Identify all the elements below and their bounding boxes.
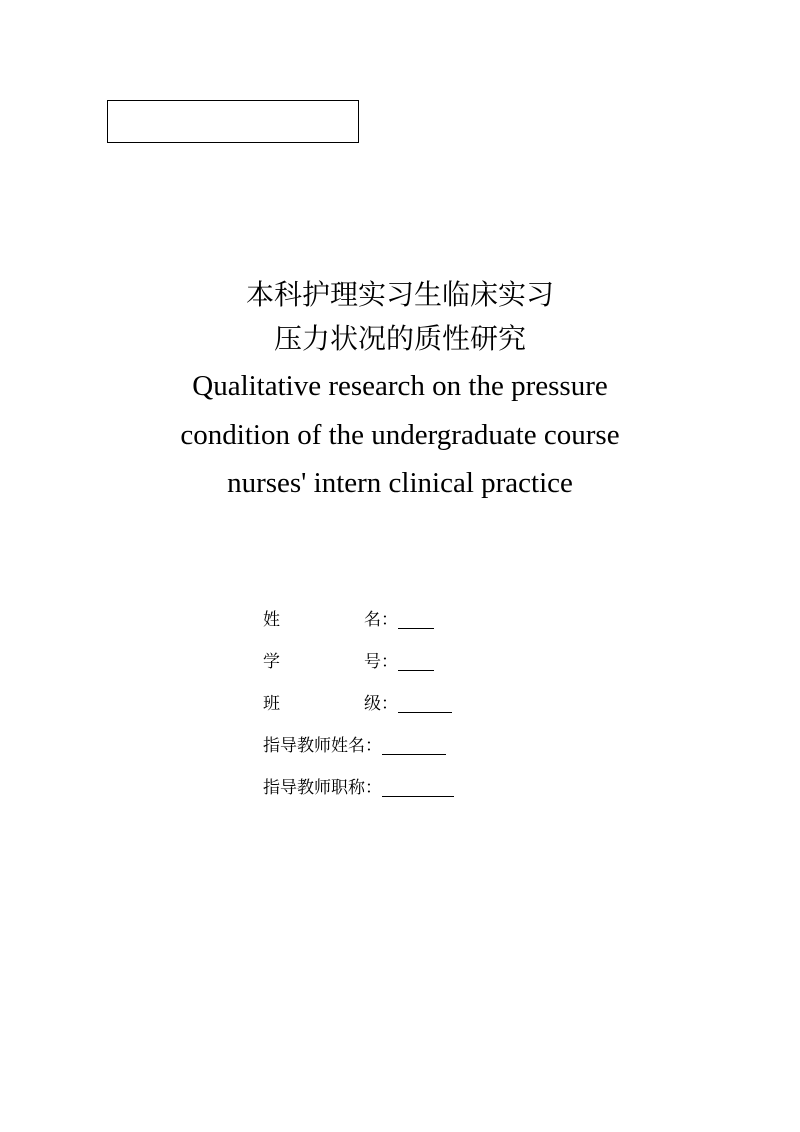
name-field [263, 608, 434, 632]
advisor-name-colon: ： [365, 736, 382, 756]
english-title-line-1: Qualitative research on the pressure [192, 370, 608, 402]
student-id-field [263, 650, 434, 674]
advisor-title-blank-line[interactable] [382, 776, 454, 797]
advisor-name-field [263, 734, 446, 758]
english-title-line-3: nurses' intern clinical practice [227, 467, 573, 499]
name-label: 姓名 [263, 610, 381, 630]
student-id-colon: ： [381, 652, 398, 672]
student-id-blank-line[interactable] [398, 650, 434, 671]
class-label: 班级 [263, 694, 381, 714]
name-blank-line[interactable] [398, 608, 434, 629]
english-title-line-2: condition of the undergraduate course [180, 419, 620, 451]
chinese-title-line-1: 本科护理实习生临床实习 [245, 278, 554, 311]
class-blank-line[interactable] [398, 692, 452, 713]
advisor-title-colon: ： [365, 778, 382, 798]
name-colon: ： [381, 610, 398, 630]
advisor-name-blank-line[interactable] [382, 734, 446, 755]
class-field [263, 692, 452, 716]
advisor-title-label: 指导教师职称 [263, 778, 365, 798]
chinese-title-line-2: 压力状况的质性研究 [273, 322, 526, 355]
header-box [107, 100, 359, 143]
class-colon: ： [381, 694, 398, 714]
student-id-label: 学号 [263, 652, 381, 672]
advisor-title-field [263, 776, 454, 800]
advisor-name-label: 指导教师姓名 [263, 736, 365, 756]
